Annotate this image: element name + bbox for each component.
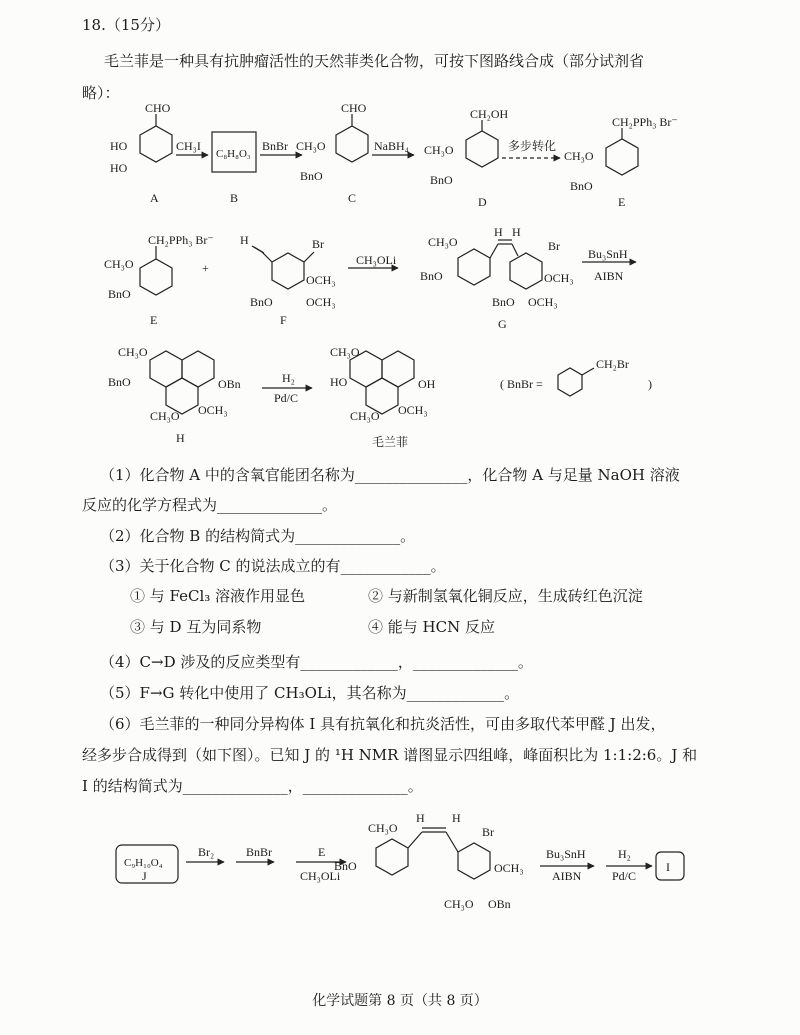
s4-och3: OCH₃ (494, 861, 524, 875)
C-bno: BnO (300, 169, 323, 183)
reagent-nabh4: NaBH₄ (374, 139, 409, 153)
P-ho: HO (330, 375, 348, 389)
label-D: D (478, 195, 487, 209)
G-h2: H (512, 225, 521, 239)
G-ch3o: CH₃O (428, 235, 458, 249)
P-ch3o2: CH₃O (350, 409, 380, 423)
plus: + (202, 261, 209, 275)
q3-option1: ① 与 FeCl₃ 溶液作用显色 (130, 587, 306, 605)
s4-h2: H (452, 811, 461, 825)
reagent-h2: H₂ (282, 371, 295, 385)
question-intro-line1: 毛兰菲是一种具有抗肿瘤活性的天然菲类化合物，可按下图路线合成（部分试剂省 (104, 52, 645, 70)
P-och3: OCH₃ (398, 403, 428, 417)
D-ch3o: CH₃O (424, 143, 454, 157)
s4-pdc: Pd/C (612, 869, 637, 883)
H-ch3o2: CH₃O (150, 409, 180, 423)
s4-ch3o2: CH₃O (444, 897, 474, 911)
F-h: H (240, 233, 249, 247)
reagent-aibn: AIBN (594, 269, 624, 283)
G-och3b: OCH₃ (528, 295, 558, 309)
H-ch3o: CH₃O (118, 345, 148, 359)
F-br: Br (312, 237, 324, 251)
s4-br2: Br₂ (198, 845, 215, 859)
P-ch3o: CH₃O (330, 345, 360, 359)
question-intro-line2: 略）： (82, 84, 120, 102)
q3-option4: ④ 能与 HCN 反应 (368, 618, 495, 636)
s4-h2r: H₂ (618, 847, 631, 861)
s4-bu3snh: Bu₃SnH (546, 847, 586, 861)
q1-line1: （1）化合物 A 中的含氧官能团名称为_______________，化合物 A 与足量 NaOH 溶液 (100, 466, 680, 484)
q3-option2: ② 与新制氢氧化铜反应，生成砖红色沉淀 (368, 587, 643, 605)
H-bno: BnO (108, 375, 131, 389)
reagent-ch3i: CH₃I (176, 139, 201, 153)
E2-ph3: CH₂PPh₃ Br⁻ (148, 233, 214, 247)
q3-option3: ③ 与 D 互为同系物 (130, 618, 262, 636)
H-och3: OCH₃ (198, 403, 228, 417)
A-ho1: HO (110, 139, 128, 153)
G-och3a: OCH₃ (544, 271, 574, 285)
reagent-multistep: 多步转化 (508, 139, 557, 153)
bnbr-ch2br: CH₂Br (596, 357, 629, 371)
reagent-ch3oli: CH₃OLi (356, 253, 397, 267)
C-cho: CHO (341, 101, 367, 115)
label-F: F (280, 313, 287, 327)
label-C: C (348, 191, 357, 205)
F-bno: BnO (250, 295, 273, 309)
reagent-bnbr: BnBr (262, 139, 289, 153)
E-ph3: CH₂PPh₃ Br⁻ (612, 115, 678, 129)
compound-A-ring (140, 126, 172, 162)
page-footer: 化学试题第 8 页（共 8 页） (312, 993, 488, 1009)
label-product: 毛兰菲 (372, 435, 409, 449)
reagent-pdc: Pd/C (274, 391, 299, 405)
q3: （3）关于化合物 C 的说法成立的有____________。 (100, 557, 446, 575)
label-G: G (498, 317, 507, 331)
F-och3a: OCH₃ (306, 273, 336, 287)
label-E2: E (150, 313, 158, 327)
A-ho2: HO (110, 161, 128, 175)
label-A: A (150, 191, 159, 205)
bnbr-close: ) (648, 377, 652, 391)
q6-line1: （6）毛兰菲的一种同分异构体 I 具有抗氧化和抗炎活性，可由多取代苯甲醛 J 出发， (100, 715, 666, 733)
q6-line2: 经多步合成得到（如下图）。已知 J 的 ¹H NMR 谱图显示四组峰，峰面积比为 1:1:2:6。J 和 (82, 746, 698, 764)
J-label: J (142, 869, 147, 883)
s4-h1: H (416, 811, 425, 825)
B-formula: C₈H₈O₃ (216, 148, 251, 160)
s4-bno: BnO (334, 859, 357, 873)
E2-bno: BnO (108, 287, 131, 301)
compound-E-ring (606, 139, 638, 175)
I-label: I (666, 860, 670, 874)
H-obn: OBn (218, 377, 241, 391)
J-formula: C₉H₁₀O₄ (124, 857, 163, 869)
G-bno2: BnO (492, 295, 515, 309)
A-cho: CHO (145, 101, 171, 115)
s4-br: Br (482, 825, 494, 839)
D-bno: BnO (430, 173, 453, 187)
P-oh: OH (418, 377, 436, 391)
compound-D-ring (466, 131, 498, 167)
D-ch2oh: CH₂OH (470, 107, 509, 121)
compound-C-ring (336, 126, 368, 162)
bnbr-note: ( BnBr = (500, 377, 543, 391)
reagent-bu3snh: Bu₃SnH (588, 247, 628, 261)
G-h1: H (494, 225, 503, 239)
s4-aibn: AIBN (552, 869, 582, 883)
label-H: H (176, 431, 185, 445)
s4-ch3oli: CH₃OLi (300, 869, 341, 883)
G-bno: BnO (420, 269, 443, 283)
q4: （4）C→D 涉及的反应类型有_____________，______________。 (100, 653, 533, 671)
E-ch3o: CH₃O (564, 149, 594, 163)
s4-e: E (318, 845, 326, 859)
compound-I-box (656, 852, 684, 880)
q2: （2）化合物 B 的结构简式为______________。 (100, 527, 416, 545)
s4-obn: OBn (488, 897, 511, 911)
q1-line2: 反应的化学方程式为______________。 (82, 496, 338, 514)
s4-ch3o: CH₃O (368, 821, 398, 835)
E-bno: BnO (570, 179, 593, 193)
label-B: B (230, 191, 239, 205)
E2-ch3o: CH₃O (104, 257, 134, 271)
label-E: E (618, 195, 626, 209)
s4-bnbr: BnBr (246, 845, 273, 859)
F-och3b: OCH₃ (306, 295, 336, 309)
q6-line3: I 的结构简式为______________，______________。 (82, 777, 423, 795)
C-ch3o: CH₃O (296, 139, 326, 153)
G-br: Br (548, 239, 560, 253)
q5: （5）F→G 转化中使用了 CH₃OLi，其名称为_____________。 (100, 684, 520, 702)
question-number: 18.（15分） (82, 16, 170, 34)
